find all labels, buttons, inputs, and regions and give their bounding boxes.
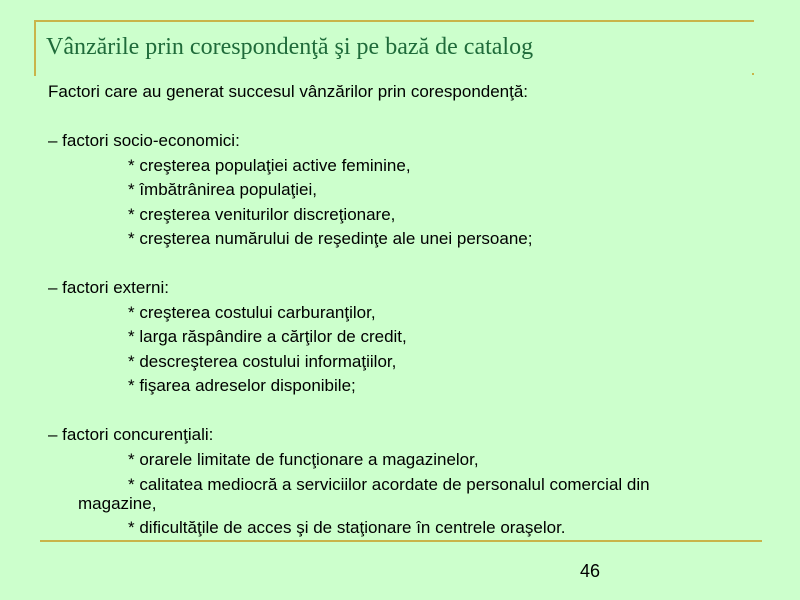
title-frame-left-border — [34, 20, 36, 76]
list-item: * orarele limitate de funcţionare a magazinelor, — [128, 449, 479, 469]
list-item-text: * calitatea mediocră a serviciilor acordate de personalul comercial din — [128, 475, 650, 494]
list-item: * creşterea veniturilor discreţionare, — [128, 204, 396, 224]
group-heading: – factori socio-economici: — [48, 131, 240, 150]
list-item: * creşterea populaţiei active feminine, — [128, 155, 411, 175]
list-item: * dificultăţile de acces şi de staţionare în centrele oraşelor. — [128, 518, 566, 537]
title-frame-top-border — [34, 20, 754, 22]
blank-line — [48, 399, 758, 424]
list-item: * fişarea adreselor disponibile; — [128, 376, 356, 395]
group-heading: – factori externi: — [48, 278, 169, 297]
group-socio-economic — [48, 129, 758, 252]
list-item: * creşterea numărului de reşedinţe ale unei persoane; — [128, 229, 533, 248]
list-item-wrapped — [48, 475, 758, 513]
group-heading: – factori concurenţiali: — [48, 425, 214, 444]
title-frame-corner-dot — [752, 73, 754, 75]
blank-line — [48, 252, 758, 277]
list-item: * îmbătrânirea populaţiei, — [128, 180, 318, 199]
footer-divider — [40, 540, 762, 542]
list-item: * larga răspândire a cărţilor de credit, — [128, 327, 407, 346]
slide-title: Vânzările prin corespondenţă şi pe bază de catalog — [46, 34, 534, 60]
slide-body — [48, 80, 758, 541]
group-competitive — [48, 423, 758, 541]
group-external — [48, 276, 758, 399]
list-item: * creşterea costului carburanţilor, — [128, 302, 376, 322]
intro-text: Factori care au generat succesul vânzărilor prin corespondenţă: — [48, 82, 529, 101]
page-number: 46 — [580, 561, 601, 581]
blank-line — [48, 105, 758, 130]
list-item: * descreşterea costului informaţiilor, — [128, 351, 397, 371]
list-item-continuation: magazine, — [78, 494, 157, 513]
